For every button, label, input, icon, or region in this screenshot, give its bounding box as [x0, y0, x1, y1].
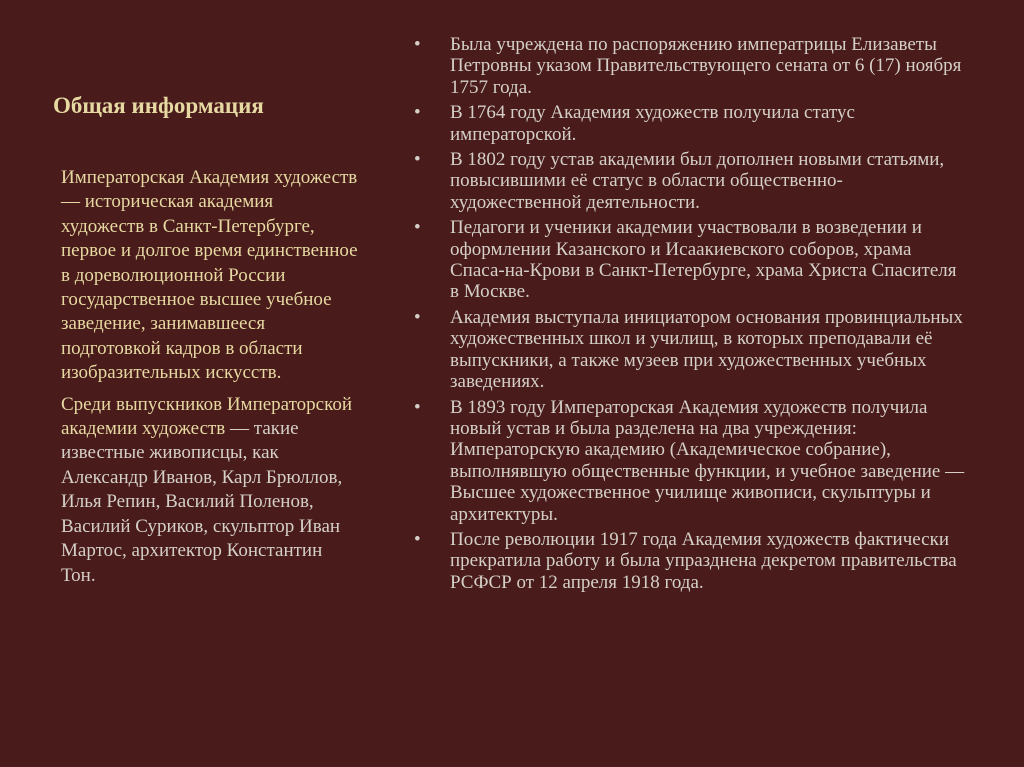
list-item — [410, 397, 970, 525]
list-item — [410, 34, 970, 98]
bullet-icon: • — [414, 528, 421, 550]
list-item-text: Педагоги и ученики академии участвовали в возведении и оформлении Казанского и Исаакиевского соборов, храма Спаса-на-Крови в Санкт-Петербурге, храма Христа Спасителя в Москве. — [450, 217, 957, 303]
list-item — [410, 149, 970, 213]
list-item — [410, 217, 970, 303]
intro-paragraph: Императорская Академия художеств — историческая академия художеств в Санкт-Петербурге, первое и долгое время единственное в дореволюционной России государственное высшее учебное заведение, занимавшееся подготовкой кадров в области изобразительных искусств. — [61, 167, 358, 384]
list-item-text: Была учреждена по распоряжению императрицы Елизаветы Петровны указом Правительствующего сената от 6 (17) ноября 1757 года. — [450, 34, 962, 98]
bullet-icon: • — [414, 217, 421, 239]
list-item-text: В 1764 году Академия художеств получила статус императорской. — [450, 102, 855, 145]
bullet-icon: • — [414, 102, 421, 124]
list-item-text: Академия выступала инициатором основания провинциальных художественных школ и училищ, в которых преподавали её выпускники, а также музеев при художественных учебных заведениях. — [450, 306, 963, 393]
alumni-paragraph — [61, 393, 361, 588]
alumni-highlight: Среди выпускников Императорской академии художеств — [61, 393, 353, 440]
intro-column — [61, 166, 361, 595]
list-item-text: После революции 1917 года Академия художеств фактически прекратила работу и была упразднена декретом правительства РСФСР от 12 апреля 1918 года. — [450, 528, 957, 593]
bullet-icon: • — [414, 396, 421, 418]
list-item — [410, 529, 970, 593]
list-item — [410, 307, 970, 393]
facts-list — [410, 34, 970, 597]
bullet-icon: • — [414, 34, 421, 55]
alumni-text: — такие известные живописцы, как Александр Иванов, Карл Брюллов, Илья Репин, Василий Поленов, Василий Суриков, скульптор Иван Мартос, архитектор Константин Тон. — [61, 418, 343, 586]
bullet-icon: • — [414, 149, 421, 171]
slide-title: Общая информация — [53, 93, 264, 118]
list-item-text: В 1893 году Императорская Академия художеств получила новый устав и была разделена на два учреждения: Императорскую академию (Академическое собрание), выполнявшую общественные функции, и учебное заведение — Высшее художественное училище живописи, скульптуры и архитектуры. — [450, 396, 965, 525]
list-item — [410, 102, 970, 145]
bullet-icon: • — [414, 306, 421, 328]
list-item-text: В 1802 году устав академии был дополнен новыми статьями, повысившими её статус в области общественно-художественной деятельности. — [450, 149, 945, 213]
